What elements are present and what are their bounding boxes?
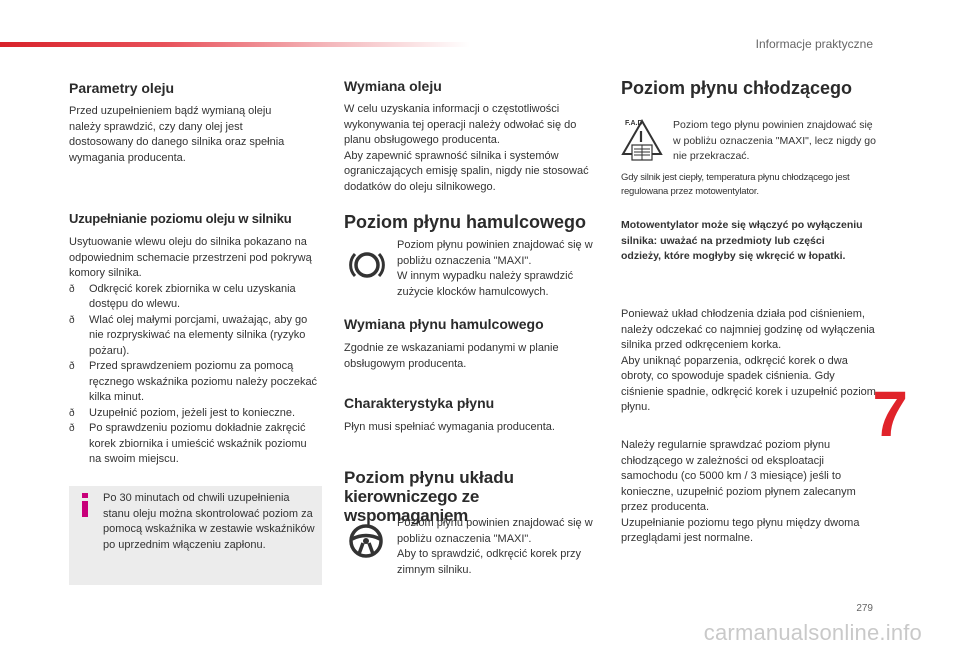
fluid-spec-title: Charakterystyka płynu [344,395,495,411]
list-item: ð Uzupełnić poziom, jeżeli jest to konieczne. [69,406,321,422]
header-accent-bar [0,42,470,47]
oil-change-title: Wymiana oleju [344,78,442,94]
fluid-spec-section [344,395,599,436]
steering-title-line1: Poziom płynu układu [344,468,515,487]
brake-level-title: Poziom płynu hamulcowego [344,212,587,232]
brake-level-text: Poziom płynu powinien znajdować się w pobliżu oznaczenia "MAXI". W innym wypadku należy sprawdzić zużycie klocków hamulcowych. [397,239,593,298]
coolant-text: Poziom tego płynu powinien znajdować się w pobliżu oznaczenia "MAXI", lecz nigdy go nie przekraczać. [673,119,876,162]
section-title: Informacje praktyczne [755,37,873,51]
coolant-section [621,78,881,99]
coolant-title: Poziom płynu chłodzącego [621,78,853,98]
chapter-number: 7 [872,378,908,450]
list-item: ð Wlać olej małymi porcjami, uważając, aby go nie rozpryskiwać na elementy silnika (ryzyko pożaru). [69,313,321,360]
oil-params-text: Przed uzupełnieniem bądź wymianą oleju należy sprawdzić, czy dany olej jest dostosowany do danego silnika oraz spełnia wymagania producenta. [69,105,285,164]
list-item: ð Odkręcić korek zbiornika w celu uzyskania dostępu do wlewu. [69,282,321,313]
oil-topup-steps [69,282,321,468]
steering-title-line2: kierowniczego ze wspomaganiem [344,487,480,525]
info-box [69,486,322,585]
brake-warning-icon [348,246,386,284]
brake-change-section [344,316,599,372]
list-item: ð Po sprawdzeniu poziomu dokładnie zakręcić korek zbiornika i umieścić wskaźnik poziomu na swoim miejscu. [69,421,321,468]
coolant-note: Gdy silnik jest ciepły, temperatura płynu chłodzącego jest regulowana przez motowentylator. [621,172,850,197]
fluid-spec-text: Płyn musi spełniać wymagania producenta. [344,421,555,433]
oil-topup-intro: Usytuowanie wlewu oleju do silnika pokazano na odpowiednim schemacie przestrzeni pod pokrywą komory silnika. [69,236,312,279]
oil-topup-title: Uzupełnianie poziomu oleju w silniku [69,211,292,226]
oil-params-title: Parametry oleju [69,80,175,96]
steering-wheel-icon [347,522,385,560]
oil-change-text: W celu uzyskania informacji o częstotliwości wykonywania tej operacji należy odwołać się do planu obsługowego producenta. Aby zapewnić sprawność silnika i systemów ograniczających emisję spalin, nigdy nie stosować dodatków do oleju silnikowego. [344,103,589,193]
list-item: ð Przed sprawdzeniem poziomu za pomocą ręcznego wskaźnika poziomu należy poczekać kilka minut. [69,359,321,406]
coolant-para1: Ponieważ układ chłodzenia działa pod ciśnieniem, należy odczekać co najmniej godzinę od wyłączenia silnika przed odkręceniem korka. Aby uniknąć poparzenia, odkręcić korek o dwa obroty, co spowoduje spadek ciśnienia. Gdy ciśnienie spadnie, odkręcić korek i uzupełnić poziom płynu. [621,308,876,413]
info-box-text: Po 30 minutach od chwili uzupełnienia stanu oleju można skontrolować poziom za pomocą wskaźnika w zestawie wskaźników po uprzednim włączeniu zapłonu. [103,492,315,551]
coolant-warning: Motowentylator może się włączyć po wyłączeniu silnika: uważać na przedmioty lub części odzieży, które mogłyby się wkręcić w łopatki. [621,219,863,262]
info-icon [82,493,88,517]
steering-level-text: Poziom płynu powinien znajdować się w pobliżu oznaczenia "MAXI". Aby to sprawdzić, odkręcić korek przy zimnym silniku. [397,517,593,576]
brake-change-text: Zgodnie ze wskazaniami podanymi w planie obsługowym producenta. [344,342,559,370]
coolant-para2: Należy regularnie sprawdzać poziom płynu chłodzącego w zależności od eksploatacji samochodu (co 5000 km / 3 miesiące) jeśli to konieczne, uzupełnić poziom płynem zalecanym przez producenta. Uzupełnianie poziomu tego płynu między dwoma przeglądami jest normalne. [621,439,860,544]
brake-change-title: Wymiana płynu hamulcowego [344,316,544,332]
coolant-icon-label: F.A.D [625,120,643,127]
column-2 [344,78,599,195]
page-number: 279 [856,603,873,614]
column-1 [69,80,324,166]
watermark: carmanualsonline.info [703,620,922,645]
oil-topup-section [69,211,324,468]
brake-level-section [344,212,604,233]
